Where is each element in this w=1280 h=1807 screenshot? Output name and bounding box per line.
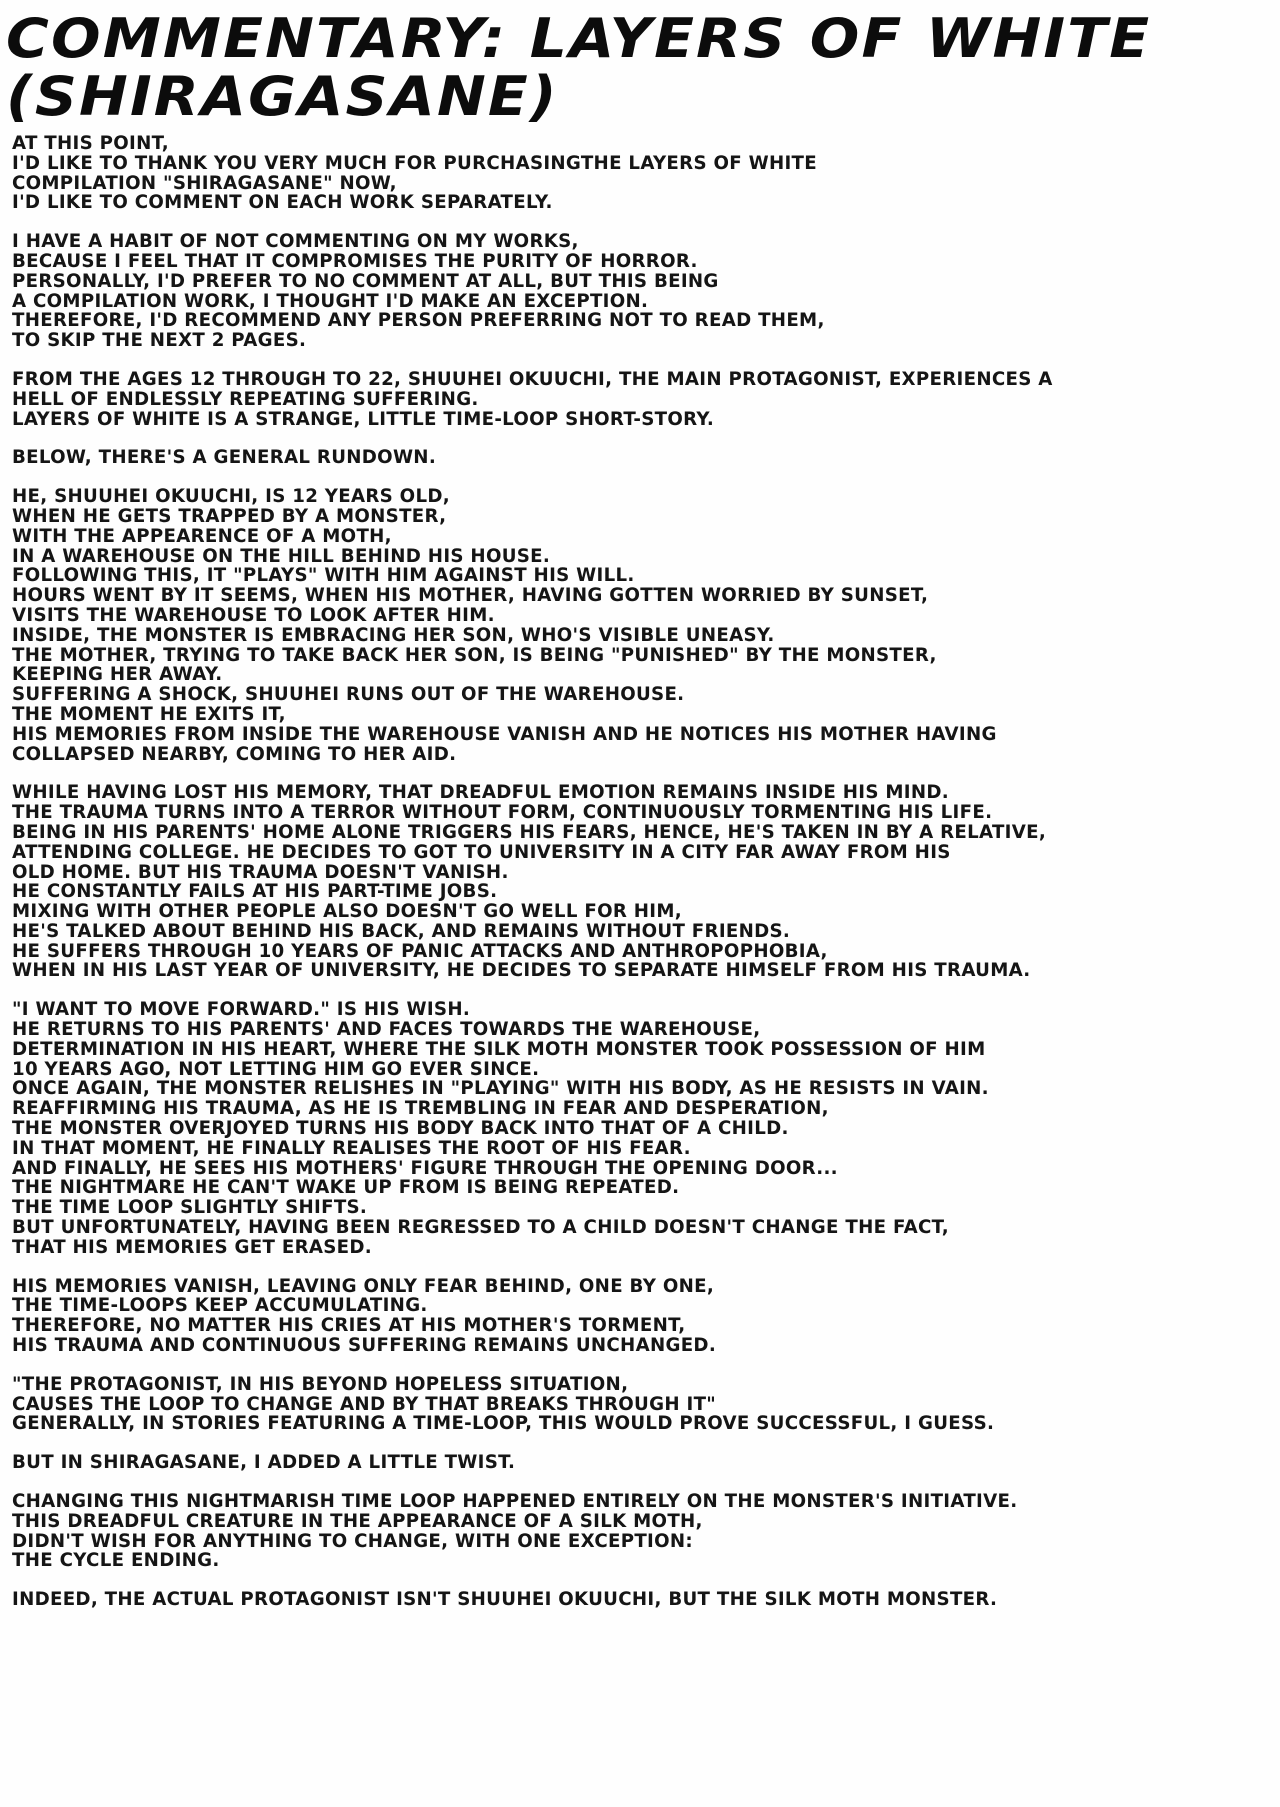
text-line: IN THAT MOMENT, HE FINALLY REALISES THE ROOT OF HIS FEAR. bbox=[12, 1137, 691, 1159]
text-line: WHEN HE GETS TRAPPED BY A MONSTER, bbox=[12, 505, 447, 527]
text-line: TO SKIP THE NEXT 2 PAGES. bbox=[12, 330, 307, 352]
paragraph bbox=[12, 448, 1192, 468]
text-line: CHANGING THIS NIGHTMARISH TIME LOOP HAPPENED ENTIRELY ON THE MONSTER'S INITIATIVE. bbox=[12, 1491, 1018, 1513]
text-line: THAT HIS MEMORIES GET ERASED. bbox=[12, 1236, 372, 1258]
text-line: THE TIME-LOOPS KEEP ACCUMULATING. bbox=[12, 1295, 428, 1317]
text-line: IN A WAREHOUSE ON THE HILL BEHIND HIS HOUSE. bbox=[12, 545, 551, 567]
text-line: THE NIGHTMARE HE CAN'T WAKE UP FROM IS BEING REPEATED. bbox=[12, 1177, 680, 1199]
text-line: MIXING WITH OTHER PEOPLE ALSO DOESN'T GO WELL FOR HIM, bbox=[12, 901, 682, 923]
text-line: BELOW, THERE'S A GENERAL RUNDOWN. bbox=[12, 447, 437, 469]
commentary-body bbox=[12, 134, 1192, 1629]
text-line: WHEN IN HIS LAST YEAR OF UNIVERSITY, HE DECIDES TO SEPARATE HIMSELF FROM HIS TRAUMA. bbox=[12, 960, 1031, 982]
paragraph bbox=[12, 370, 1192, 429]
paragraph bbox=[12, 1375, 1192, 1434]
text-line: HOURS WENT BY IT SEEMS, WHEN HIS MOTHER, HAVING GOTTEN WORRIED BY SUNSET, bbox=[12, 585, 929, 607]
text-line: A COMPILATION WORK, I THOUGHT I'D MAKE AN EXCEPTION. bbox=[12, 290, 649, 312]
paragraph bbox=[12, 1000, 1192, 1257]
text-line: WITH THE APPEARENCE OF A MOTH, bbox=[12, 525, 392, 547]
text-line: THE MONSTER OVERJOYED TURNS HIS BODY BACK INTO THAT OF A CHILD. bbox=[12, 1118, 789, 1140]
text-line: BEING IN HIS PARENTS' HOME ALONE TRIGGERS HIS FEARS, HENCE, HE'S TAKEN IN BY A RELATIVE, bbox=[12, 821, 1047, 843]
text-line: BECAUSE I FEEL THAT IT COMPROMISES THE PURITY OF HORROR. bbox=[12, 250, 698, 272]
text-line: THIS DREADFUL CREATURE IN THE APPEARANCE OF A SILK MOTH, bbox=[12, 1510, 703, 1532]
text-line: THE MOTHER, TRYING TO TAKE BACK HER SON, IS BEING "PUNISHED" BY THE MONSTER, bbox=[12, 644, 937, 666]
text-line: FROM THE AGES 12 THROUGH TO 22, SHUUHEI OKUUCHI, THE MAIN PROTAGONIST, EXPERIENCES A bbox=[12, 368, 1053, 390]
text-line: ONCE AGAIN, THE MONSTER RELISHES IN "PLAYING" WITH HIS BODY, AS HE RESISTS IN VAIN. bbox=[12, 1078, 989, 1100]
text-line: THEREFORE, I'D RECOMMEND ANY PERSON PREFERRING NOT TO READ THEM, bbox=[12, 310, 825, 332]
paragraph bbox=[12, 1590, 1192, 1610]
text-line: I'D LIKE TO COMMENT ON EACH WORK SEPARATELY. bbox=[12, 192, 553, 214]
title-line: (SHIRAGASANE) bbox=[6, 65, 559, 128]
text-line: VISITS THE WAREHOUSE TO LOOK AFTER HIM. bbox=[12, 604, 495, 626]
text-line: OLD HOME. BUT HIS TRAUMA DOESN'T VANISH. bbox=[12, 861, 509, 883]
page-title bbox=[6, 7, 1280, 128]
text-line: KEEPING HER AWAY. bbox=[12, 664, 223, 686]
text-line: GENERALLY, IN STORIES FEATURING A TIME-LOOP, THIS WOULD PROVE SUCCESSFUL, I GUESS. bbox=[12, 1413, 995, 1435]
text-line: BUT UNFORTUNATELY, HAVING BEEN REGRESSED TO A CHILD DOESN'T CHANGE THE FACT, bbox=[12, 1217, 949, 1239]
text-line: THE TIME LOOP SLIGHTLY SHIFTS. bbox=[12, 1197, 368, 1219]
text-line: HIS TRAUMA AND CONTINUOUS SUFFERING REMAINS UNCHANGED. bbox=[12, 1335, 717, 1357]
text-line: INDEED, THE ACTUAL PROTAGONIST ISN'T SHUUHEI OKUUCHI, BUT THE SILK MOTH MONSTER. bbox=[12, 1589, 998, 1611]
paragraph bbox=[12, 1453, 1192, 1473]
text-line: WHILE HAVING LOST HIS MEMORY, THAT DREADFUL EMOTION REMAINS INSIDE HIS MIND. bbox=[12, 782, 949, 804]
text-line: THE MOMENT HE EXITS IT, bbox=[12, 703, 286, 725]
text-line: PERSONALLY, I'D PREFER TO NO COMMENT AT ALL, BUT THIS BEING bbox=[12, 270, 719, 292]
title-line: COMMENTARY: LAYERS OF WHITE bbox=[6, 7, 1152, 70]
text-line: 10 YEARS AGO, NOT LETTING HIM GO EVER SINCE. bbox=[12, 1058, 540, 1080]
text-line: HIS MEMORIES VANISH, LEAVING ONLY FEAR BEHIND, ONE BY ONE, bbox=[12, 1275, 715, 1297]
text-line: HIS MEMORIES FROM INSIDE THE WAREHOUSE VANISH AND HE NOTICES HIS MOTHER HAVING bbox=[12, 723, 997, 745]
paragraph bbox=[12, 783, 1192, 981]
text-line: HELL OF ENDLESSLY REPEATING SUFFERING. bbox=[12, 388, 479, 410]
paragraph bbox=[12, 487, 1192, 764]
text-line: HE'S TALKED ABOUT BEHIND HIS BACK, AND REMAINS WITHOUT FRIENDS. bbox=[12, 920, 791, 942]
text-line: LAYERS OF WHITE IS A STRANGE, LITTLE TIME-LOOP SHORT-STORY. bbox=[12, 408, 715, 430]
text-line: HE, SHUUHEI OKUUCHI, IS 12 YEARS OLD, bbox=[12, 486, 450, 508]
paragraph bbox=[12, 1277, 1192, 1356]
text-line: DIDN'T WISH FOR ANYTHING TO CHANGE, WITH ONE EXCEPTION: bbox=[12, 1530, 693, 1552]
text-line: REAFFIRMING HIS TRAUMA, AS HE IS TREMBLING IN FEAR AND DESPERATION, bbox=[12, 1098, 829, 1120]
text-line: AT THIS POINT, bbox=[12, 133, 169, 154]
text-line: I'D LIKE TO THANK YOU VERY MUCH FOR PURCHASINGTHE LAYERS OF WHITE bbox=[12, 152, 817, 174]
text-line: HE RETURNS TO HIS PARENTS' AND FACES TOWARDS THE WAREHOUSE, bbox=[12, 1019, 761, 1041]
text-line: COMPILATION "SHIRAGASANE" NOW, bbox=[12, 172, 397, 194]
text-line: HE CONSTANTLY FAILS AT HIS PART-TIME JOBS. bbox=[12, 881, 498, 903]
text-line: DETERMINATION IN HIS HEART, WHERE THE SILK MOTH MONSTER TOOK POSSESSION OF HIM bbox=[12, 1038, 986, 1060]
paragraph bbox=[12, 1492, 1192, 1571]
text-line: AND FINALLY, HE SEES HIS MOTHERS' FIGURE THROUGH THE OPENING DOOR... bbox=[12, 1157, 838, 1179]
paragraph bbox=[12, 232, 1192, 351]
text-line: SUFFERING A SHOCK, SHUUHEI RUNS OUT OF THE WAREHOUSE. bbox=[12, 684, 685, 706]
text-line: THE CYCLE ENDING. bbox=[12, 1550, 220, 1572]
text-line: THEREFORE, NO MATTER HIS CRIES AT HIS MOTHER'S TORMENT, bbox=[12, 1315, 686, 1337]
text-line: CAUSES THE LOOP TO CHANGE AND BY THAT BREAKS THROUGH IT" bbox=[12, 1393, 717, 1415]
text-line: FOLLOWING THIS, IT "PLAYS" WITH HIM AGAINST HIS WILL. bbox=[12, 565, 635, 587]
text-line: I HAVE A HABIT OF NOT COMMENTING ON MY WORKS, bbox=[12, 231, 579, 253]
text-line: "I WANT TO MOVE FORWARD." IS HIS WISH. bbox=[12, 999, 471, 1021]
text-line: INSIDE, THE MONSTER IS EMBRACING HER SON, WHO'S VISIBLE UNEASY. bbox=[12, 624, 775, 646]
paragraph bbox=[12, 134, 1192, 213]
text-line: "THE PROTAGONIST, IN HIS BEYOND HOPELESS SITUATION, bbox=[12, 1373, 629, 1395]
text-line: THE TRAUMA TURNS INTO A TERROR WITHOUT FORM, CONTINUOUSLY TORMENTING HIS LIFE. bbox=[12, 802, 993, 824]
text-line: COLLAPSED NEARBY, COMING TO HER AID. bbox=[12, 743, 457, 765]
text-line: HE SUFFERS THROUGH 10 YEARS OF PANIC ATTACKS AND ANTHROPOPHOBIA, bbox=[12, 940, 828, 962]
text-line: BUT IN SHIRAGASANE, I ADDED A LITTLE TWIST. bbox=[12, 1452, 516, 1474]
text-line: ATTENDING COLLEGE. HE DECIDES TO GOT TO UNIVERSITY IN A CITY FAR AWAY FROM HIS bbox=[12, 841, 951, 863]
